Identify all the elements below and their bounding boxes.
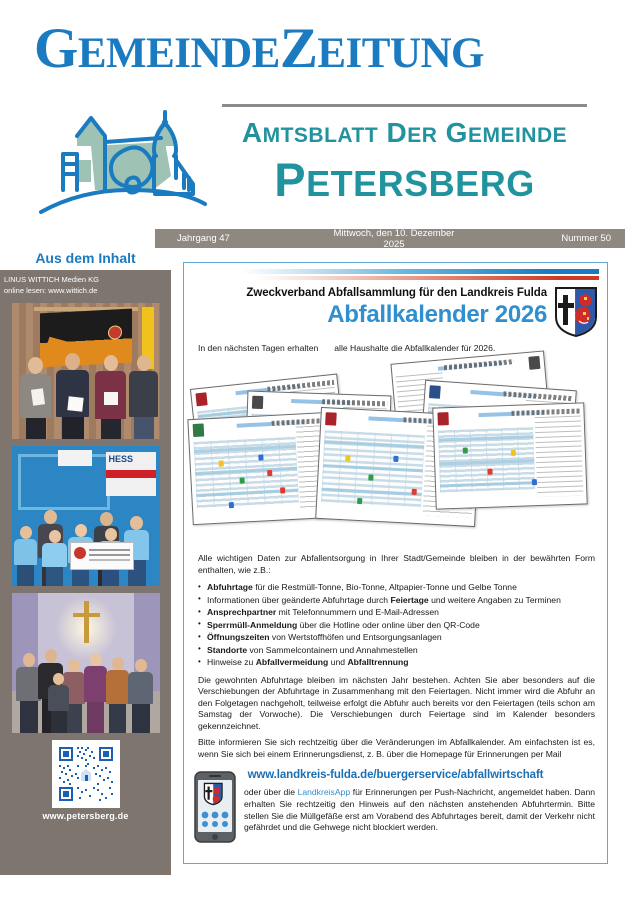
feature-list bbox=[198, 581, 595, 669]
municipality-website: www.petersberg.de bbox=[42, 810, 129, 821]
sub-cap-a: A bbox=[241, 117, 263, 148]
bullet-text: und weitere Angaben zu Terminen bbox=[428, 594, 561, 605]
list-item bbox=[198, 644, 595, 657]
promo-text-post: für Erinnerungen per Push-Nachricht, angemeldet haben. Dann erhalten Sie rechtzeitig den Hinweis auf den nächsten anstehenden Abfuhrtermin. Bitte stellen Sie die Müllgefäße erst am Vorabend des Abfuhrtages bereit, damit der Verkehr nicht gefährdet und die Gehwege nicht blockiert werden. bbox=[244, 787, 595, 833]
bullet-bold: Öffnungszeiten bbox=[207, 632, 270, 643]
article-body bbox=[184, 547, 607, 760]
volume-label: Jahrgang 47 bbox=[177, 233, 230, 244]
bullet-text: von Wertstoffhöfen und Entsorgungsanlagen bbox=[269, 632, 442, 643]
bullet-text: mit Telefonnummern und E-Mail-Adressen bbox=[276, 607, 439, 618]
masthead-right bbox=[222, 104, 587, 206]
bullet-bold: Standorte bbox=[207, 644, 248, 655]
decorative-stripes bbox=[184, 263, 607, 280]
bullet-text: von Sammelcontainern und Annahmestellen bbox=[247, 644, 418, 655]
masthead-divider-rule bbox=[222, 104, 587, 107]
photo-church-group bbox=[12, 593, 160, 733]
sub-cap-g: G bbox=[445, 117, 468, 148]
muni-rest-etersberg: ETERSBERG bbox=[306, 163, 535, 204]
title-cap-z: Z bbox=[279, 17, 318, 80]
bullet-text: Informationen über geänderte Abfuhrtage durch bbox=[207, 594, 391, 605]
sidebar bbox=[0, 248, 171, 897]
calendar-sheet bbox=[432, 402, 587, 509]
landkreis-app-link[interactable]: LandkreisApp bbox=[297, 787, 351, 798]
bullet-bold: Abfalltrennung bbox=[347, 657, 409, 668]
publisher-info bbox=[0, 270, 171, 303]
muni-cap-p: P bbox=[274, 153, 307, 206]
issue-number: Nummer 50 bbox=[561, 233, 611, 244]
sub-rest-emeinde: EMEINDE bbox=[467, 124, 568, 147]
sidebar-heading: Aus dem Inhalt bbox=[0, 248, 171, 270]
paragraph-holiday-shifts: Die gewohnten Abfuhrtage bleiben im nächsten Jahr bestehen. Achten Sie aber besonders auf die Verschiebungen der Abfuhrtage in Zusammenhang mit den Feiertagen. Nicht immer wird die Abfuhr an den Folgetagen nachgeholt, teilweise erfolgt die Abfuhr auch bereits vor den Feiertagen (teils schon am Samstag der Vorwoche). Die Verschiebungen durch Feiertage sind im Kalender besonders gekennzeichnet. bbox=[198, 674, 595, 731]
smartphone-with-crest-icon bbox=[194, 771, 236, 843]
app-promo-text bbox=[244, 787, 595, 833]
sub-rest-mtsblatt: MTSBLATT bbox=[262, 124, 379, 147]
paragraph-reminder-service: Bitte informieren Sie sich rechtzeitig über die Veränderungen im Abfallkalender. Am einfachsten ist es, wenn Sie sich bei einem Erinnerungsdienst, z. B. über die Homepage für Erinnerungen per Mail bbox=[198, 737, 595, 759]
bullet-bold: Abfallvermeidung bbox=[255, 657, 329, 668]
promo-text-pre: oder über die bbox=[244, 787, 298, 798]
masthead-subtitle bbox=[222, 119, 587, 147]
sub-cap-d: D bbox=[386, 117, 408, 148]
app-promo-row bbox=[184, 787, 607, 843]
qr-block bbox=[12, 740, 160, 827]
list-item bbox=[198, 619, 595, 632]
bullet-text: und bbox=[328, 657, 348, 668]
landkreis-fulda-coat-of-arms-icon bbox=[555, 287, 597, 337]
article-title: Abfallkalender 2026 bbox=[327, 300, 547, 328]
issue-info-bar bbox=[155, 229, 625, 248]
bullet-text: Hinweise zu bbox=[207, 657, 256, 668]
publisher-name: LINUS WITTICH Medien KG bbox=[4, 275, 100, 284]
bullet-bold: Sperrmüll-Anmeldung bbox=[207, 619, 298, 630]
waste-management-url[interactable]: www.landkreis-fulda.de/buergerservice/abfallwirtschaft bbox=[247, 769, 544, 782]
calendar-sheets-collage bbox=[190, 355, 601, 547]
main-article-box bbox=[183, 262, 608, 864]
municipality-name bbox=[222, 153, 587, 206]
photo-ceremony-flag bbox=[12, 303, 160, 439]
newspaper-title bbox=[34, 17, 484, 80]
article-header bbox=[184, 282, 607, 337]
masthead bbox=[0, 0, 625, 228]
issue-date: Mittwoch, den 10. Dezember 2025 bbox=[333, 227, 455, 250]
title-rest-emeinde: EMEINDE bbox=[77, 30, 280, 77]
bullet-text: für die Restmüll-Tonne, Bio-Tonne, Altpapier-Tonne und Gelbe Tonne bbox=[252, 582, 517, 593]
sub-rest-er: ER bbox=[407, 124, 438, 147]
association-line: Zweckverband Abfallsammlung für den Landkreis Fulda bbox=[246, 287, 547, 299]
sidebar-body bbox=[0, 270, 171, 875]
list-item bbox=[198, 606, 595, 619]
list-item bbox=[198, 581, 595, 594]
intro-part-2: alle Haushalte die Abfallkalender für 2026. bbox=[334, 343, 496, 353]
church-monastery-logo bbox=[33, 98, 219, 223]
bullet-bold: Ansprechpartner bbox=[207, 607, 277, 618]
bullet-text: über die Hotline oder online über den QR-Code bbox=[297, 619, 480, 630]
intro-part-1: In den nächsten Tagen erhalten bbox=[198, 343, 319, 353]
bullet-bold: Feiertage bbox=[390, 594, 429, 605]
bullet-bold: Abfuhrtage bbox=[207, 582, 253, 593]
qr-code-icon[interactable] bbox=[52, 740, 120, 808]
list-item bbox=[198, 594, 595, 607]
lead-paragraph: Alle wichtigen Daten zur Abfallentsorgung in Ihrer Stadt/Gemeinde bleiben in der bewährten Form enthalten, wie z.B.: bbox=[198, 553, 595, 575]
stripe-blue bbox=[192, 269, 599, 274]
list-item bbox=[198, 631, 595, 644]
publisher-online: online lesen: www.wittich.de bbox=[4, 285, 98, 295]
photo-children-check: HESS bbox=[12, 446, 160, 586]
title-rest-eitung: EITUNG bbox=[317, 30, 484, 77]
title-cap-g: G bbox=[34, 17, 78, 80]
stripe-red bbox=[192, 276, 599, 280]
list-item bbox=[198, 656, 595, 669]
